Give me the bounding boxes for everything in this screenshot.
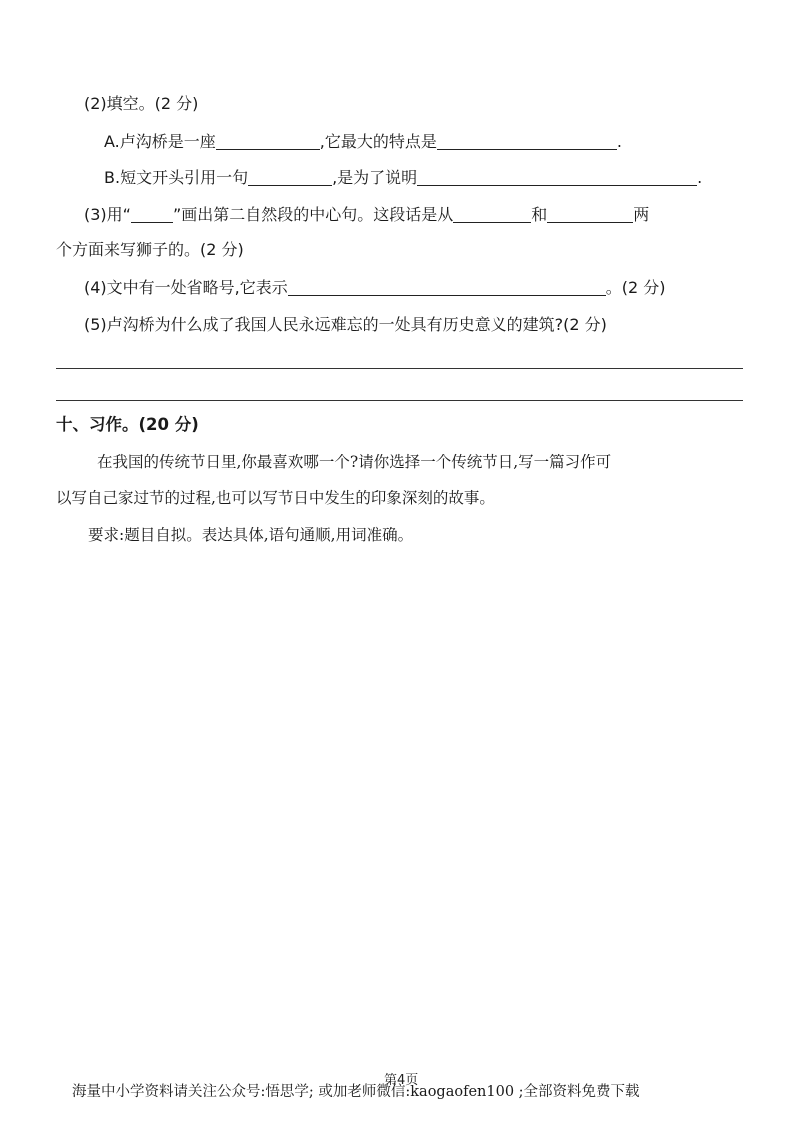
section-10-title: 十、习作。(20 分) <box>56 415 199 434</box>
q2-b-end: . <box>697 168 703 187</box>
q2-b-blank-2[interactable] <box>417 169 697 186</box>
q2-a-blank-2[interactable] <box>437 133 617 150</box>
q2-a-blank-1[interactable] <box>216 133 320 150</box>
section-10-prompt-line-2: 以写自己家过节的过程,也可以写节日中发生的印象深刻的故事。 <box>56 489 495 507</box>
q2-label: (2)填空。(2 分) <box>84 94 199 113</box>
q4-line <box>84 278 666 298</box>
q3-line-1 <box>84 205 649 225</box>
q4-end: 。(2 分) <box>605 278 666 297</box>
q5-question: (5)卢沟桥为什么成了我国人民永远难忘的一处具有历史意义的建筑?(2 分) <box>84 315 607 334</box>
q2-b-middle: ,是为了说明 <box>332 168 418 187</box>
section-10-prompt-line-1: 在我国的传统节日里,你最喜欢哪一个?请你选择一个传统节日,写一篇习作可 <box>97 453 612 471</box>
q2-a-line <box>104 132 622 152</box>
q2-b-blank-1[interactable] <box>248 169 332 186</box>
q4-blank[interactable] <box>288 279 606 296</box>
q2-b-line <box>104 168 702 188</box>
q3-middle: ”画出第二自然段的中心句。这段话是从 <box>172 205 454 224</box>
q2-a-middle: ,它最大的特点是 <box>319 132 437 151</box>
q3-and: 和 <box>531 205 548 224</box>
page-number: 第4页 <box>384 1073 419 1088</box>
footer-notice: 海量中小学资料请关注公众号:悟思学; 或加老师微信:kaogaofen100 ;全部资料免费下载 <box>72 1084 640 1100</box>
q3-underline-sample <box>131 206 173 223</box>
q2-b-prefix: B.短文开头引用一句 <box>104 168 249 187</box>
q2-a-prefix: A.卢沟桥是一座 <box>104 132 216 151</box>
section-10-requirement: 要求:题目自拟。表达具体,语句通顺,用词准确。 <box>88 526 414 544</box>
q3-end: 两 <box>633 205 650 224</box>
q3-blank-2[interactable] <box>547 206 633 223</box>
q5-answer-line-1[interactable] <box>56 368 743 369</box>
q3-blank-1[interactable] <box>453 206 531 223</box>
q2-a-end: . <box>616 132 622 151</box>
q3-prefix: (3)用“ <box>84 205 131 224</box>
q4-prefix: (4)文中有一处省略号,它表示 <box>84 278 288 297</box>
q3-line-2: 个方面来写狮子的。(2 分) <box>56 240 244 259</box>
q5-answer-line-2[interactable] <box>56 400 743 401</box>
